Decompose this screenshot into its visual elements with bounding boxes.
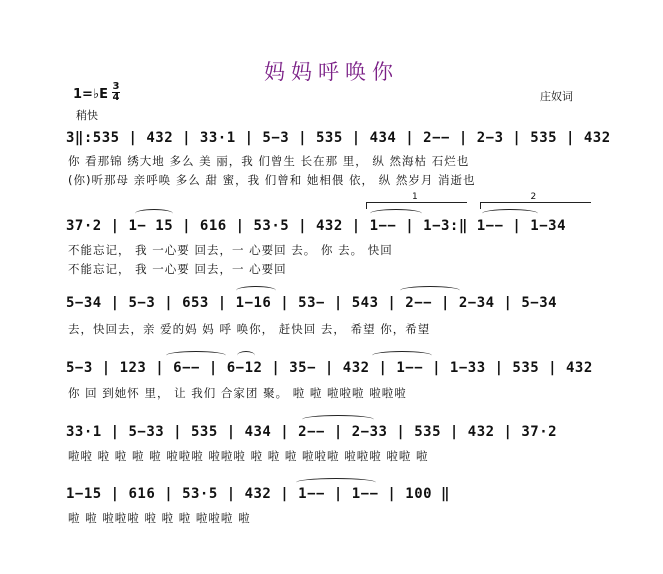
lyric-line-2a: 不能忘记， 我 一心要 回去，一 心要回 去。 你 去。 快回 — [68, 243, 393, 257]
meter-bottom: 4 — [112, 92, 120, 103]
notation-line-3: 5−34 | 5−3 | 653 | 1−16 | 53− | 543 | 2−− | 2−34 | 5−34 — [66, 295, 558, 311]
lyric-line-4: 你 回 到她怀 里， 让 我们 合家团 聚。 啦 啦 啦啦啦 啦啦啦 — [68, 386, 407, 400]
slur — [236, 286, 276, 295]
lyric-line-2b: 不能忘记， 我 一心要 回去，一 心要回 — [68, 262, 287, 276]
tempo-marking: 稍快 — [76, 109, 98, 122]
lyricist-credit: 庄奴词 — [540, 90, 573, 103]
slur — [302, 415, 374, 424]
lyric-line-1b: (你)听那母 亲呼唤 多么 甜 蜜，我 们曾和 她相偎 依， 纵 然岁月 消逝也 — [68, 173, 476, 187]
notation-line-2: 37·2 | 1− 15 | 616 | 53·5 | 432 | 1−− | 1−3:‖ 1−− | 1−34 — [66, 218, 567, 234]
volta-bracket-2: 2 — [480, 202, 591, 209]
lyric-line-3: 去，快回去，亲 爱的妈 妈 呼 唤你， 赶快回 去， 希望 你，希望 — [68, 322, 431, 336]
volta-bracket-1: 1 — [366, 202, 467, 209]
slur — [370, 209, 422, 218]
slur — [166, 351, 226, 360]
lyric-line-1a: 你 看那锦 绣大地 多么 美 丽，我 们曾生 长在那 里， 纵 然海枯 石烂也 — [68, 154, 470, 168]
lyric-line-6: 啦 啦 啦啦啦 啦 啦 啦 啦啦啦 啦 — [68, 511, 251, 525]
slur — [135, 209, 173, 218]
slur — [482, 209, 538, 218]
meter-top: 3 — [112, 81, 120, 92]
notation-line-6: 1−15 | 616 | 53·5 | 432 | 1−− | 1−− | 100 ‖ — [66, 486, 450, 502]
song-title: 妈妈呼唤你 — [264, 60, 399, 84]
notation-line-5: 33·1 | 5−33 | 535 | 434 | 2−− | 2−33 | 535 | 432 | 37·2 — [66, 424, 558, 440]
lyric-line-5: 啦啦 啦 啦 啦 啦 啦啦啦 啦啦啦 啦 啦 啦 啦啦啦 啦啦啦 啦啦 啦 — [68, 449, 429, 463]
key-signature: 1=♭E — [73, 87, 108, 102]
slur — [237, 351, 255, 360]
time-signature — [112, 82, 120, 103]
notation-line-1: 3‖:535 | 432 | 33·1 | 5−3 | 535 | 434 | 2−− | 2−3 | 535 | 432 — [66, 130, 611, 146]
notation-line-4: 5−3 | 123 | 6−− | 6−12 | 35− | 432 | 1−− | 1−33 | 535 | 432 — [66, 360, 593, 376]
slur — [400, 286, 460, 295]
slur — [372, 351, 432, 360]
